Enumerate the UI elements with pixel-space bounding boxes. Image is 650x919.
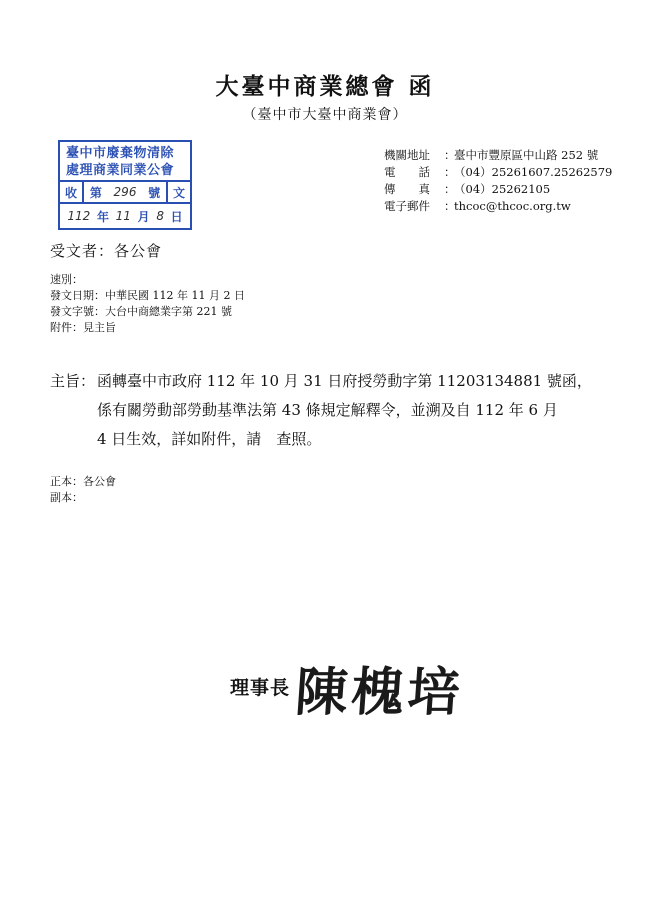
subject-block bbox=[50, 367, 610, 454]
document-subtitle: （臺中市大臺中商業會） bbox=[242, 107, 408, 123]
subject-line-3: 4 日生效，詳如附件，請 查照。 bbox=[97, 430, 322, 448]
subject-label: 主旨： bbox=[50, 372, 96, 390]
meta-doc-no: 發文字號：大台中商總業字第 221 號 bbox=[50, 305, 232, 318]
copies-block bbox=[50, 474, 116, 506]
contact-fax-label: 傳 真 bbox=[384, 182, 430, 196]
recipient: 受文者：各公會 bbox=[50, 242, 163, 260]
stamp-number: 296 bbox=[113, 185, 137, 199]
contact-address: 臺中市豐原區中山路 252 號 bbox=[454, 148, 599, 162]
contact-phone-row: 電 話 ： （04）25261607.25262579 bbox=[384, 165, 613, 179]
stamp-receive-label: 收 bbox=[60, 182, 84, 202]
contact-address-row: 機關地址 ： 臺中市豐原區中山路 252 號 bbox=[384, 148, 599, 162]
receipt-stamp bbox=[58, 140, 192, 230]
stamp-wen-label: 文 bbox=[166, 182, 190, 202]
meta-speed: 速別： bbox=[50, 273, 83, 286]
contact-phone-label: 電 話 bbox=[384, 165, 430, 179]
stamp-org-line2: 處理商業同業公會 bbox=[66, 163, 175, 178]
stamp-org-line1: 臺中市廢棄物清除 bbox=[66, 146, 175, 161]
document-title: 大臺中商業總會 函 bbox=[215, 73, 435, 100]
stamp-year-char: 年 bbox=[96, 209, 109, 224]
stamp-di-label: 第 bbox=[89, 185, 102, 200]
contact-email[interactable]: thcoc@thcoc.org.tw bbox=[454, 199, 571, 213]
signature-title: 理事長 bbox=[230, 677, 291, 699]
contact-fax: （04）25262105 bbox=[454, 182, 551, 196]
stamp-number-row bbox=[60, 182, 190, 204]
copies-main: 正本：各公會 bbox=[50, 475, 116, 488]
contact-block bbox=[384, 147, 612, 215]
stamp-day-char: 日 bbox=[170, 209, 183, 224]
stamp-year: 112 bbox=[67, 209, 91, 223]
copies-cc: 副本： bbox=[50, 491, 83, 504]
subject-line-1: 函轉臺中市政府 112 年 10 月 31 日府授勞動字第 11203134881 號函， bbox=[97, 372, 592, 390]
stamp-number-cell bbox=[84, 182, 166, 202]
stamp-month: 11 bbox=[115, 209, 131, 223]
stamp-month-char: 月 bbox=[137, 209, 150, 224]
contact-phone: （04）25261607.25262579 bbox=[454, 165, 613, 179]
contact-email-row: 電子郵件 ： thcoc@thcoc.org.tw bbox=[384, 199, 571, 213]
stamp-org-name bbox=[60, 142, 190, 182]
meta-attachment: 附件：見主旨 bbox=[50, 321, 116, 334]
stamp-day: 8 bbox=[156, 209, 164, 223]
contact-fax-row: 傳 真 ： （04）25262105 bbox=[384, 182, 551, 196]
document-meta bbox=[50, 272, 245, 336]
signature-name: 陳槐培 bbox=[293, 662, 466, 723]
stamp-date bbox=[60, 204, 190, 228]
subject-line-2: 係有關勞動部勞動基準法第 43 條規定解釋令，並溯及自 112 年 6 月 bbox=[97, 401, 558, 419]
contact-address-label: 機關地址 bbox=[384, 148, 430, 162]
stamp-date-row bbox=[60, 204, 190, 228]
stamp-hao-label: 號 bbox=[148, 185, 161, 200]
contact-email-label: 電子郵件 bbox=[384, 199, 430, 213]
meta-date: 發文日期：中華民國 112 年 11 月 2 日 bbox=[50, 289, 245, 302]
subject-body bbox=[97, 367, 610, 454]
